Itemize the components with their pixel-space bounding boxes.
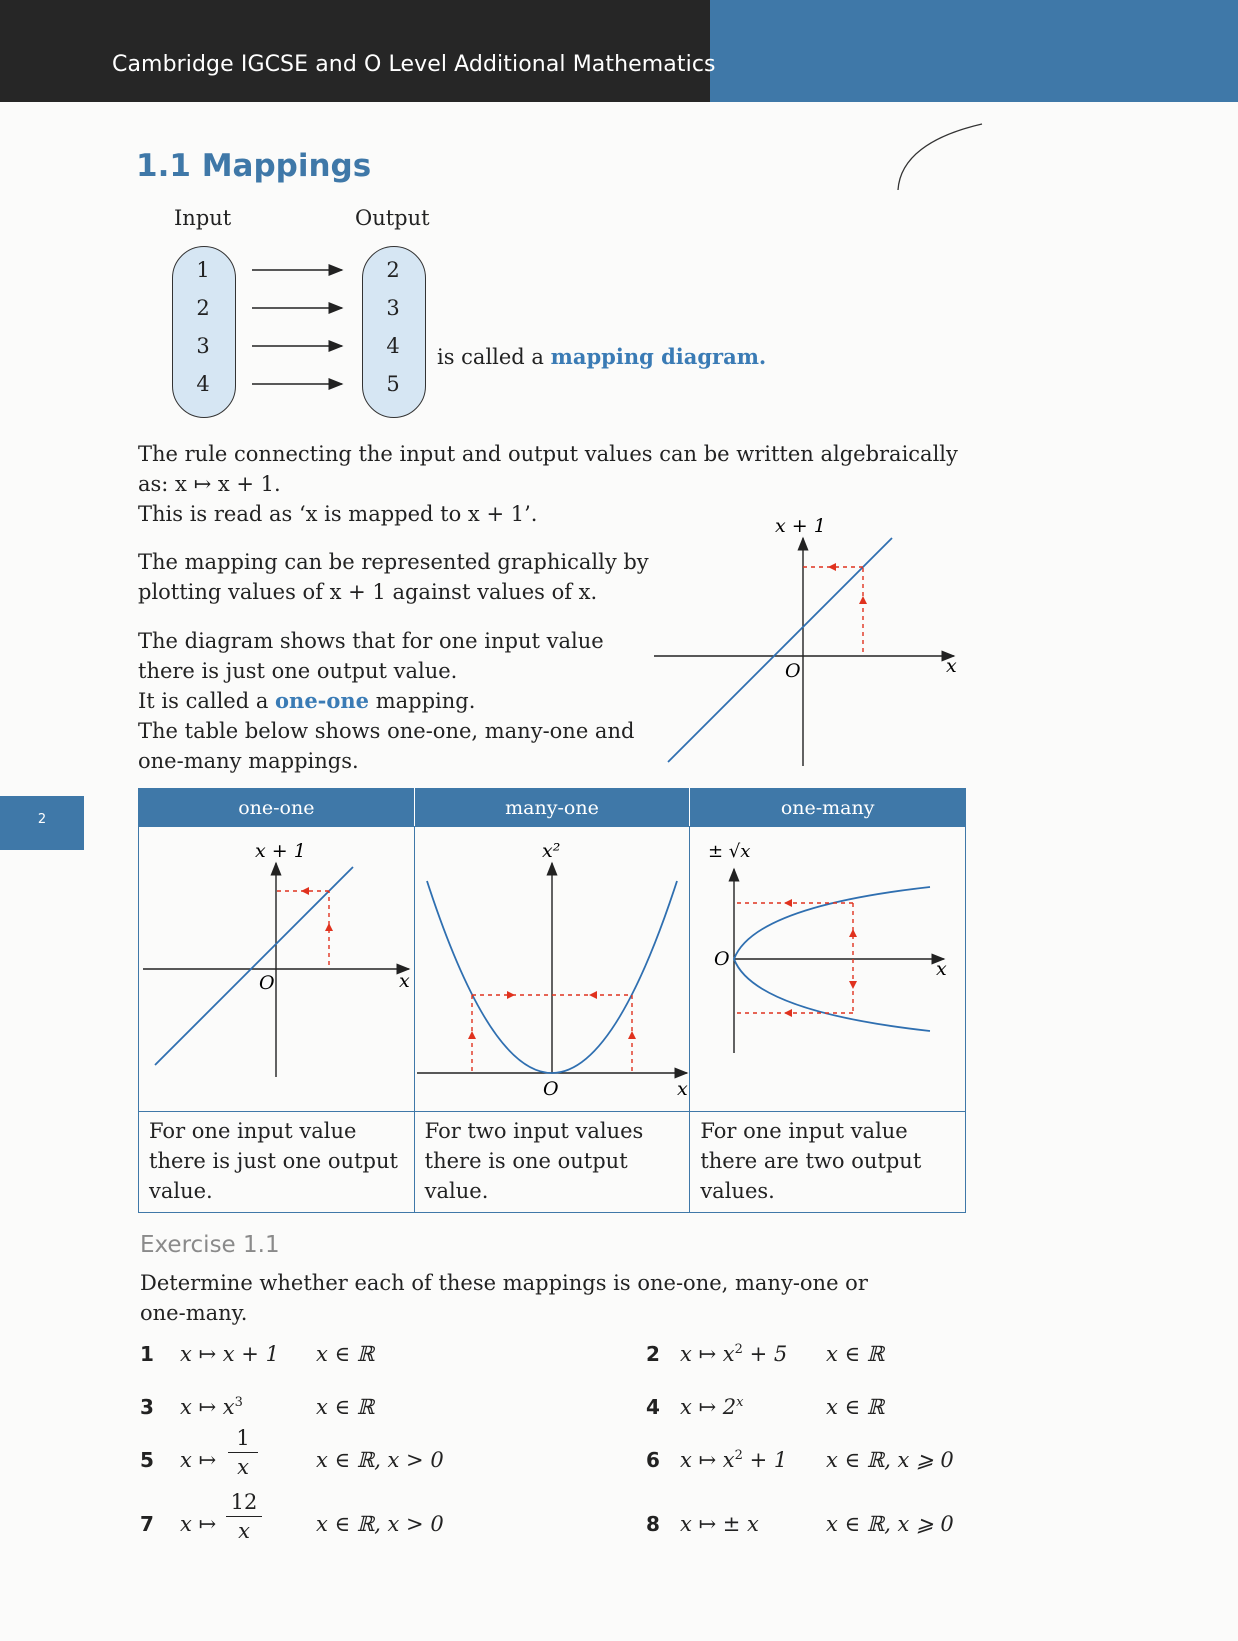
input-value: 3	[196, 334, 210, 358]
exercise-title: Exercise 1.1	[140, 1232, 280, 1258]
line-y-equals-x-plus-1	[668, 538, 892, 762]
caption-keyword: mapping diagram.	[550, 344, 767, 369]
dashed-arrow-up	[628, 1031, 636, 1039]
main-one-one-graph	[650, 510, 970, 770]
question-domain: x ∈ ℝ	[316, 1342, 375, 1366]
dashed-arrow-left	[301, 887, 309, 895]
section-title: 1.1 Mappings	[136, 148, 372, 184]
description-line: For two input values	[424, 1119, 644, 1143]
called-suffix: mapping.	[375, 689, 476, 713]
question-expression: x ↦	[180, 1448, 217, 1472]
question-domain: x ∈ ℝ, x > 0	[316, 1448, 444, 1472]
question-expression: x ↦ $x^3$	[180, 1395, 243, 1419]
rule-line: as: x ↦ x + 1.	[138, 472, 281, 496]
instruction-line: one-many.	[140, 1301, 248, 1325]
question-expression: x ↦ 2$^x$	[680, 1395, 744, 1419]
fraction-numerator: 12	[230, 1490, 258, 1514]
origin-label: O	[714, 948, 730, 970]
y-axis-label: x²	[541, 840, 560, 862]
called-line	[138, 686, 634, 716]
column-header-many-one: many-one	[414, 789, 690, 827]
dashed-arrow-up	[859, 596, 867, 604]
page-number: 2	[37, 812, 47, 827]
question-expression: x ↦ ± x	[680, 1512, 759, 1536]
fraction-denominator: x	[238, 1519, 250, 1543]
question-domain: x ∈ ℝ, x ⩾ 0	[826, 1512, 954, 1536]
mapping-arrows	[250, 255, 350, 405]
question-domain: x ∈ ℝ, x > 0	[316, 1512, 444, 1536]
column-header-one-one: one-one	[139, 789, 415, 827]
description-line: values.	[700, 1179, 775, 1203]
one-one-graph-cell	[139, 827, 415, 1112]
dashed-arrow-left	[784, 899, 792, 907]
question-expression: x ↦	[180, 1512, 217, 1536]
description-line: value.	[424, 1179, 489, 1203]
input-value: 2	[196, 296, 210, 320]
question-4	[646, 1395, 885, 1419]
mapping-diagram-caption	[437, 342, 766, 372]
header-bar	[0, 0, 710, 102]
question-number: 2	[646, 1342, 660, 1366]
many-one-graph-cell	[414, 827, 690, 1112]
y-axis-label: ± √x	[708, 841, 751, 862]
fraction-denominator: x	[237, 1455, 249, 1479]
diagram-paragraph	[138, 626, 634, 776]
x-axis-label: x	[946, 655, 957, 677]
input-value: 4	[196, 372, 210, 396]
question-number: 6	[646, 1448, 660, 1472]
description-line: there is one output	[424, 1149, 628, 1173]
output-value: 3	[386, 296, 400, 320]
origin-label: O	[259, 972, 275, 994]
question-domain: x ∈ ℝ, x ⩾ 0	[826, 1448, 954, 1472]
header-accent-block	[710, 0, 1238, 102]
question-number: 3	[140, 1395, 154, 1419]
graph-paragraph	[138, 547, 649, 607]
graph-line: plotting values of x + 1 against values of x.	[138, 580, 598, 604]
dashed-arrow-up	[468, 1031, 476, 1039]
fraction	[226, 1490, 262, 1543]
one-many-graph	[690, 827, 964, 1107]
x-axis-label: x	[676, 1078, 688, 1100]
one-many-description	[690, 1112, 966, 1213]
dashed-arrow-right	[507, 991, 515, 999]
pen-mark-decoration	[890, 118, 1000, 198]
question-8	[646, 1512, 954, 1536]
dashed-arrow-left	[589, 991, 597, 999]
question-number: 1	[140, 1342, 154, 1366]
input-label: Input	[174, 206, 232, 230]
graph-line: The mapping can be represented graphically by	[138, 550, 649, 574]
description-line: value.	[149, 1179, 213, 1203]
many-one-graph	[415, 827, 689, 1107]
output-value: 4	[386, 334, 400, 358]
question-6	[646, 1448, 954, 1472]
question-1	[140, 1342, 375, 1366]
called-prefix: It is called a	[138, 689, 269, 713]
one-one-description	[139, 1112, 415, 1213]
origin-label: O	[542, 1078, 559, 1100]
question-expression: x ↦ $x^2 + 1$	[680, 1448, 788, 1472]
diagram-line: there is just one output value.	[138, 659, 458, 683]
question-expression: x ↦ $x^2 + 5$	[680, 1342, 788, 1366]
dashed-arrow-left	[828, 563, 836, 571]
table-intro-line: one-many mappings.	[138, 749, 359, 773]
caption-prefix: is called a	[437, 345, 544, 369]
column-header-one-many: one-many	[690, 789, 966, 827]
dashed-arrow-left	[784, 1009, 792, 1017]
x-axis-label: x	[936, 958, 948, 980]
rule-line: The rule connecting the input and output values can be written algebraically	[138, 442, 958, 466]
description-line: there is just one output	[149, 1149, 398, 1173]
fraction-numerator: 1	[236, 1426, 250, 1450]
mapping-types-table	[138, 788, 966, 1213]
input-value: 1	[196, 258, 210, 282]
question-3	[140, 1395, 375, 1419]
one-many-graph-cell	[690, 827, 966, 1112]
question-7	[140, 1490, 444, 1543]
question-number: 8	[646, 1512, 660, 1536]
dashed-arrow-up	[325, 923, 333, 931]
origin-label: O	[785, 660, 801, 682]
y-axis-label: x + 1	[255, 840, 306, 862]
description-line: For one input value	[149, 1119, 357, 1143]
question-2	[646, 1342, 885, 1366]
question-expression: x ↦ x + 1	[180, 1342, 279, 1366]
diagram-line: The diagram shows that for one input value	[138, 629, 604, 653]
y-axis-label: x + 1	[775, 515, 826, 537]
description-line: there are two output	[700, 1149, 922, 1173]
book-title: Cambridge IGCSE and O Level Additional Mathematics	[112, 52, 716, 77]
question-domain: x ∈ ℝ	[316, 1395, 375, 1419]
instruction-line: Determine whether each of these mappings is one-one, many-one or	[140, 1271, 868, 1295]
question-number: 7	[140, 1512, 154, 1536]
output-label: Output	[355, 206, 430, 230]
called-keyword: one-one	[275, 688, 370, 713]
fraction	[228, 1426, 258, 1479]
output-value: 2	[386, 258, 400, 282]
dashed-arrow-up	[849, 929, 857, 937]
description-line: For one input value	[700, 1119, 908, 1143]
x-axis-label: x	[399, 970, 410, 992]
output-value: 5	[386, 372, 400, 396]
question-domain: x ∈ ℝ	[826, 1395, 885, 1419]
line-y-equals-x-plus-1	[155, 867, 353, 1065]
question-5	[140, 1426, 444, 1479]
question-number: 5	[140, 1448, 154, 1472]
question-domain: x ∈ ℝ	[826, 1342, 885, 1366]
question-number: 4	[646, 1395, 660, 1419]
table-intro-line: The table below shows one-one, many-one and	[138, 719, 635, 743]
dashed-arrow-down	[849, 981, 857, 989]
one-one-graph	[139, 827, 413, 1107]
exercise-instruction	[140, 1268, 868, 1328]
many-one-description	[414, 1112, 690, 1213]
read-as-line: This is read as ‘x is mapped to x + 1’.	[138, 502, 538, 526]
